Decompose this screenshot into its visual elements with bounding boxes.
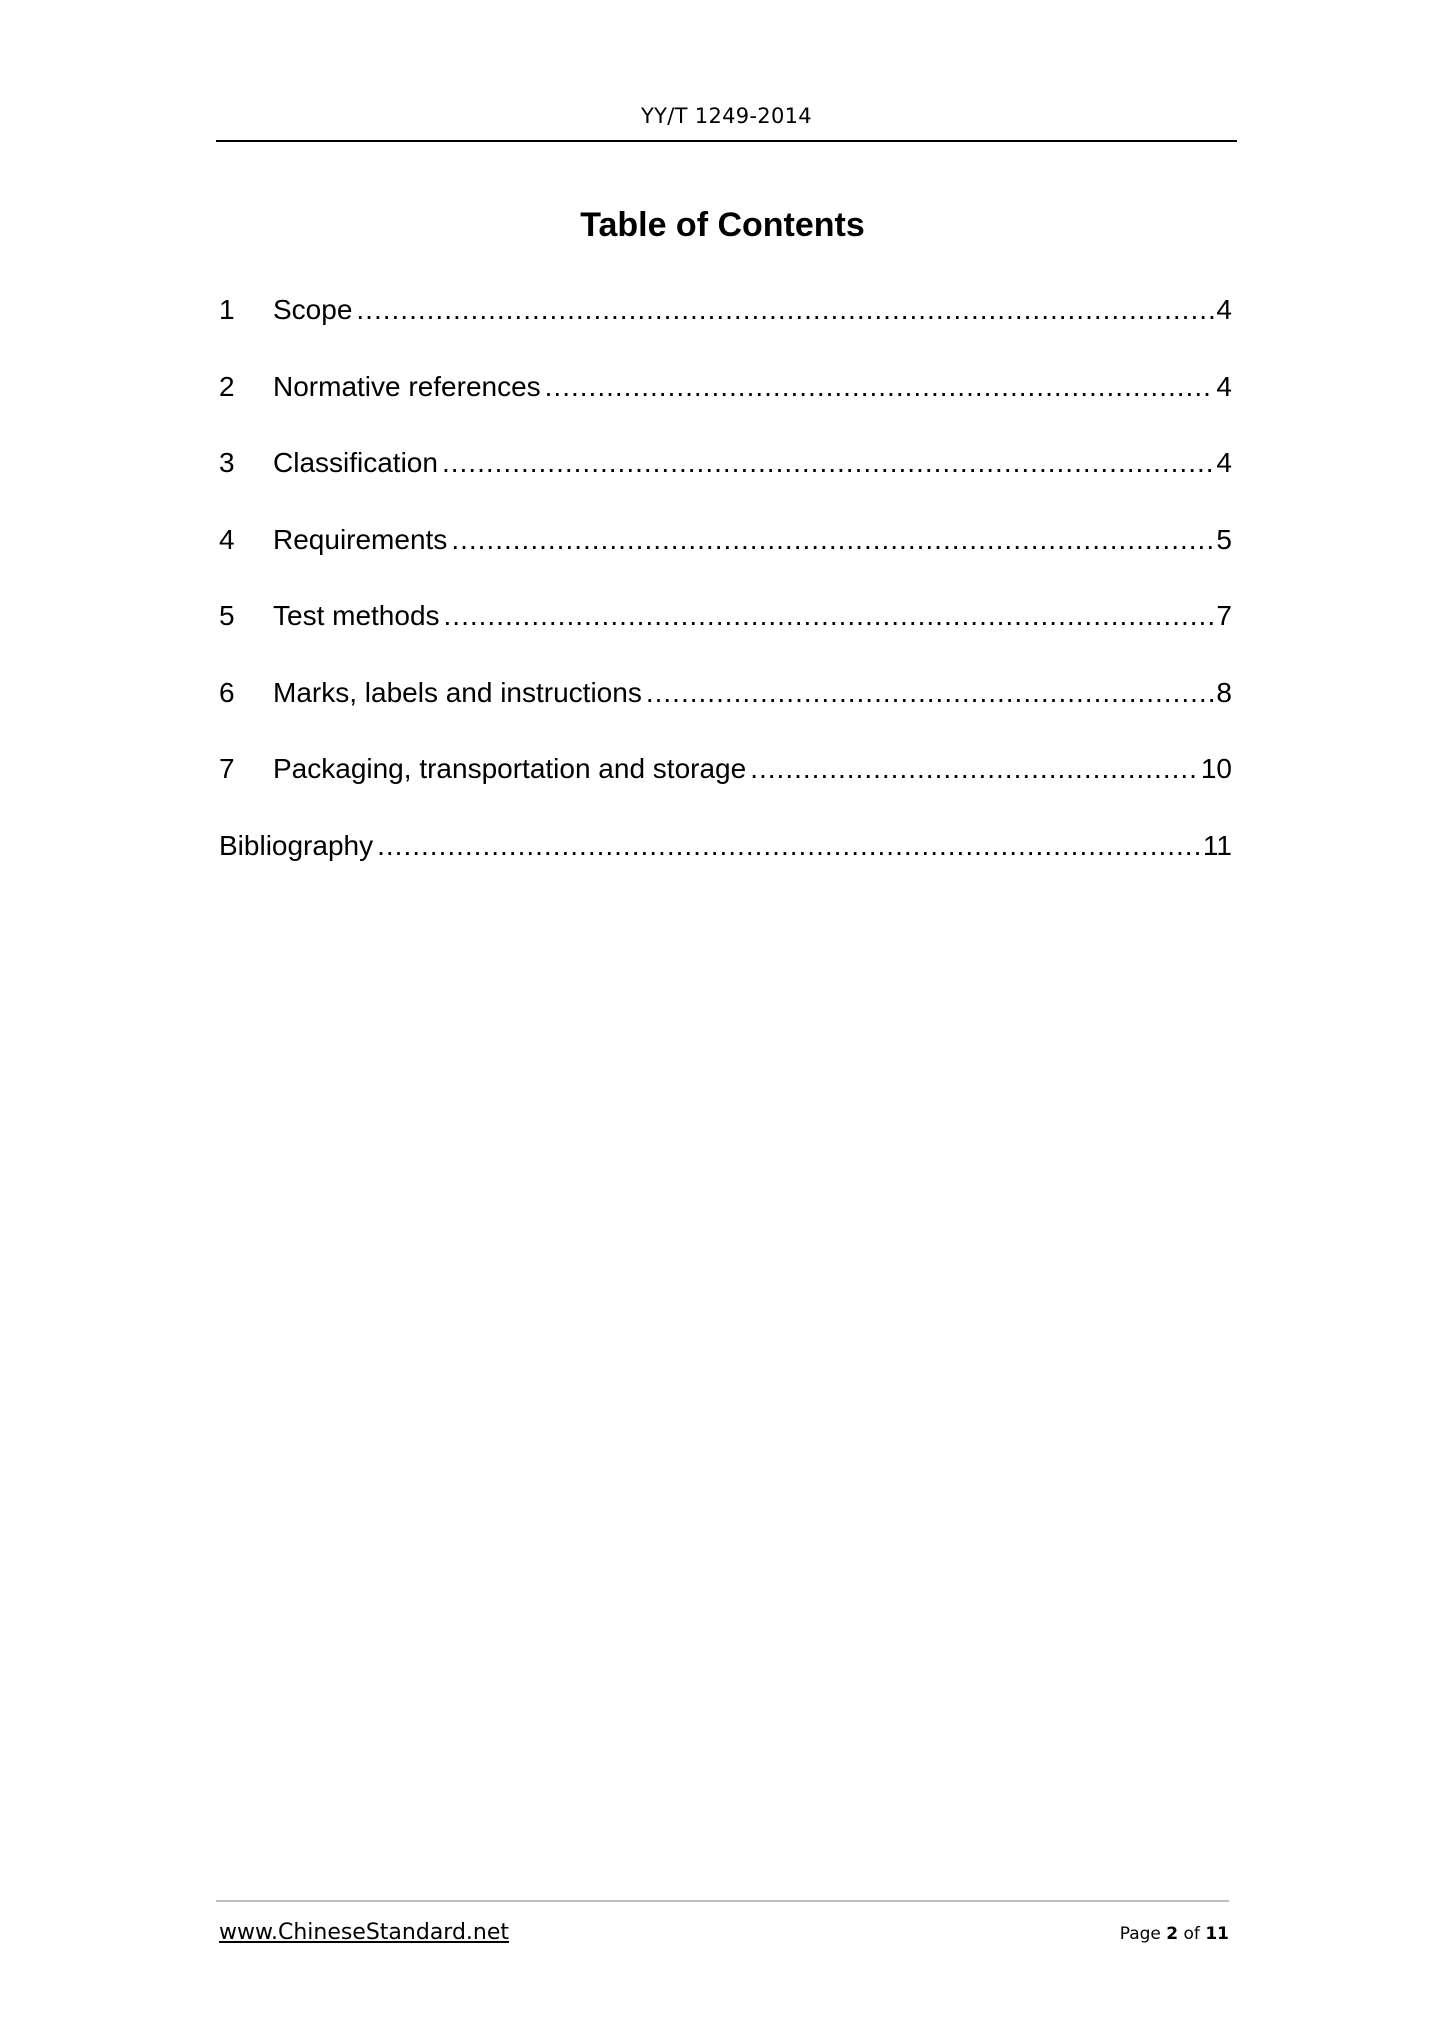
document-id: YY/T 1249-2014 (641, 104, 812, 128)
toc-entry-number: 3 (219, 447, 235, 478)
dot-leader (377, 830, 1201, 862)
of-word: of (1183, 1924, 1200, 1944)
footer-divider (216, 1900, 1229, 1902)
dot-leader (444, 600, 1215, 632)
page-word: Page (1119, 1924, 1161, 1944)
toc-entry-page: 5 (1216, 523, 1232, 555)
dot-leader (356, 294, 1214, 326)
dot-leader (451, 524, 1214, 556)
footer-website-link[interactable]: www.ChineseStandard.net (219, 1920, 510, 1945)
toc-entry-label: Marks, labels and instructions (273, 676, 642, 708)
toc-entry-label: Normative references (273, 370, 541, 402)
page-header (216, 100, 1237, 142)
toc-entry-label: Packaging, transportation and storage (273, 753, 747, 784)
toc-entry-number: 4 (219, 523, 235, 555)
toc-entry-requirements[interactable] (219, 524, 1232, 601)
toc-entry-label: Classification (273, 447, 438, 478)
toc-entry-page: 11 (1202, 829, 1232, 861)
toc-entry-scope[interactable] (219, 294, 1232, 371)
toc-entry-bibliography[interactable] (219, 830, 1232, 907)
toc-list (219, 294, 1232, 906)
dot-leader (750, 753, 1199, 785)
toc-entry-normative-references[interactable] (219, 371, 1232, 448)
toc-entry-packaging-transportation-storage[interactable] (219, 753, 1232, 830)
toc-entry-label: Requirements (273, 523, 448, 555)
dot-leader (545, 371, 1215, 403)
toc-entry-number: 1 (219, 294, 235, 325)
toc-entry-page: 4 (1216, 370, 1232, 402)
toc-entry-number: 6 (219, 676, 235, 708)
toc-entry-label: Bibliography (219, 829, 374, 861)
dot-leader (646, 677, 1215, 709)
toc-entry-number: 7 (219, 753, 235, 784)
toc-entry-number: 2 (219, 370, 235, 402)
toc-entry-test-methods[interactable] (219, 600, 1232, 677)
toc-entry-classification[interactable] (219, 447, 1232, 524)
toc-entry-page: 10 (1200, 753, 1232, 784)
toc-entry-page: 8 (1216, 676, 1232, 708)
current-page: 2 (1166, 1924, 1179, 1944)
toc-entry-page: 7 (1216, 600, 1232, 631)
toc-entry-number: 5 (219, 600, 235, 631)
footer-page-number (1120, 1924, 1229, 1944)
toc-entry-page: 4 (1216, 294, 1232, 325)
total-pages: 11 (1205, 1924, 1229, 1944)
toc-entry-label: Scope (273, 294, 353, 325)
dot-leader (442, 447, 1214, 479)
toc-title: Table of Contents (580, 206, 865, 244)
toc-entry-marks-labels-instructions[interactable] (219, 677, 1232, 754)
toc-entry-label: Test methods (273, 600, 440, 631)
toc-entry-page: 4 (1216, 447, 1232, 478)
